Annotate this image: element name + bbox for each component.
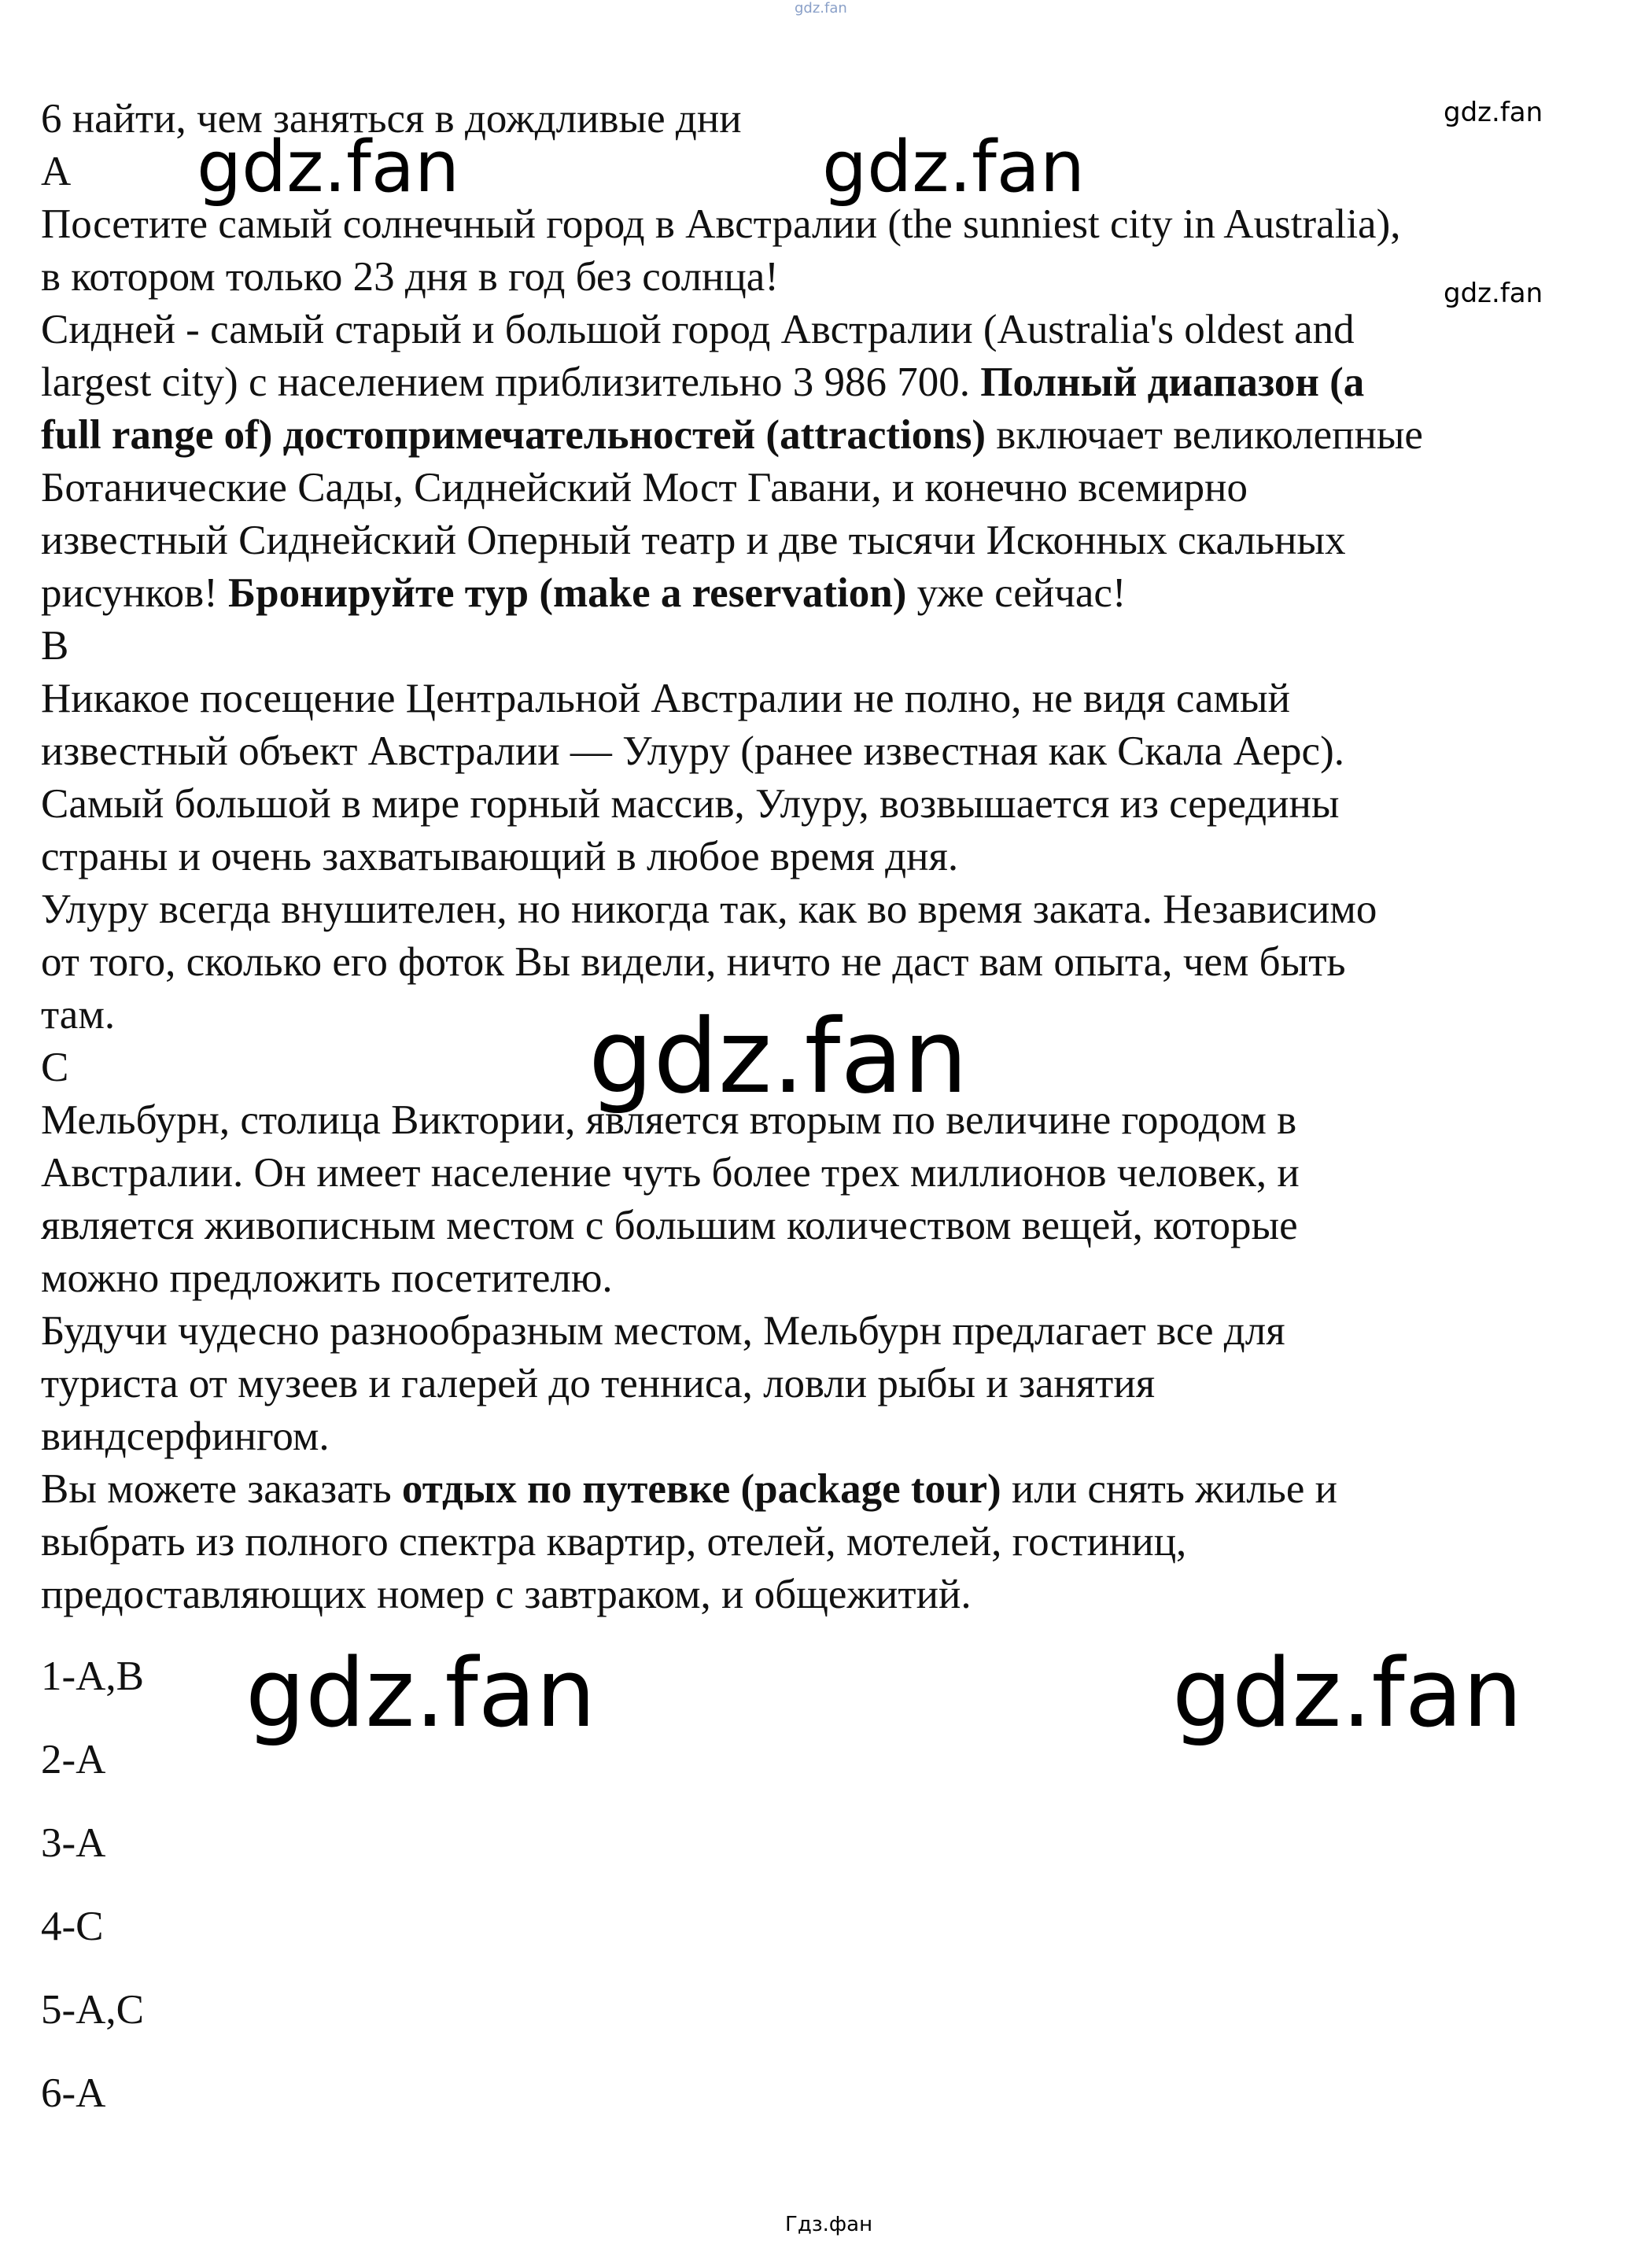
watermark-bottom-right: gdz.fan (1172, 1639, 1523, 1749)
section-a-text: рисунков! (41, 570, 218, 616)
section-c-line: предоставляющих номер с завтраком, и общежитий. (41, 1572, 972, 1617)
section-c-line: Мельбурн, столица Виктории, является вторым по величине городом в (41, 1097, 1297, 1143)
section-c-line: Будучи чудесно разнообразным местом, Мельбурн предлагает все для (41, 1308, 1285, 1354)
section-a-letter: A (41, 149, 72, 194)
answer-item: 6-A (41, 2070, 106, 2116)
section-c-line: Австралии. Он имеет население чуть более трех миллионов человек, и (41, 1150, 1300, 1196)
answer-item: 1-A,B (41, 1653, 145, 1699)
section-c-text: или снять жилье и (1011, 1466, 1337, 1512)
watermark-big-1: gdz.fan (197, 126, 459, 208)
task-heading: 6 найти, чем заняться в дождливые дни (41, 96, 742, 142)
section-c-letter: C (41, 1045, 69, 1090)
section-a-line (41, 567, 1614, 620)
section-b-line: Никакое посещение Центральной Австралии не полно, не видя самый (41, 676, 1291, 721)
section-b-line: Самый большой в мире горный массив, Улуру, возвышается из середины (41, 781, 1340, 827)
section-a-line (41, 356, 1614, 409)
section-c-line (41, 1463, 1614, 1516)
section-a-bold-term: Полный диапазон (a (980, 359, 1365, 405)
watermark-footer: Гдз.фан (785, 2213, 873, 2236)
section-c-line: виндсерфингом. (41, 1414, 330, 1459)
answer-list (41, 1650, 144, 2151)
section-b-line: от того, сколько его фоток Вы видели, ничто не даст вам опыта, чем быть (41, 939, 1346, 985)
section-c-bold-term: отдых по путевке (package tour) (401, 1466, 1001, 1512)
section-c-line: выбрать из полного спектра квартир, отелей, мотелей, гостиниц, (41, 1519, 1187, 1565)
section-b-line: там. (41, 992, 116, 1038)
section-b-line: Улуру всегда внушителен, но никогда так, как во время заката. Независимо (41, 887, 1377, 932)
section-a-text: largest city) с населением приблизительно 3 986 700. (41, 359, 970, 405)
answer-item: 3-A (41, 1820, 106, 1866)
answer-item: 5-A,C (41, 1987, 145, 2033)
section-a-bold-term: full range of) достопримечательностей (attractions) (41, 412, 986, 458)
section-a-line: в котором только 23 дня в год без солнца! (41, 254, 779, 300)
section-a-line (41, 409, 1614, 462)
section-c-line: туриста от музеев и галерей до тенниса, ловли рыбы и занятия (41, 1361, 1156, 1406)
section-c-text: Вы можете заказать (41, 1466, 392, 1512)
watermark-top-tiny: gdz.fan (795, 0, 847, 17)
watermark-center: gdz.fan (588, 997, 968, 1116)
watermark-top-right-2: gdz.fan (1444, 278, 1543, 309)
section-a-line: известный Сиднейский Оперный театр и две тысячи Исконных скальных (41, 518, 1346, 563)
section-a-bold-term: Бронируйте тур (make a reservation) (228, 570, 907, 616)
section-b-letter: B (41, 623, 69, 669)
answer-item: 2-A (41, 1737, 106, 1782)
watermark-big-2: gdz.fan (822, 126, 1085, 208)
section-a-line: Сидней - самый старый и большой город Австралии (Australia's oldest and (41, 307, 1355, 352)
section-a-text: включает великолепные (996, 412, 1423, 458)
watermark-bottom-left: gdz.fan (245, 1639, 596, 1749)
watermark-top-right-1: gdz.fan (1444, 97, 1543, 128)
section-a-line: Ботанические Сады, Сиднейский Мост Гавани, и конечно всемирно (41, 465, 1248, 511)
section-c-line: является живописным местом с большим количеством вещей, которые (41, 1203, 1298, 1248)
section-c-line: можно предложить посетителю. (41, 1255, 613, 1301)
document-body (41, 93, 1614, 1621)
answer-item: 4-C (41, 1904, 104, 1949)
section-a-line: Посетите самый солнечный город в Австралии (the sunniest city in Australia), (41, 201, 1401, 247)
section-b-line: известный объект Австралии — Улуру (ранее известная как Скала Аерс). (41, 728, 1344, 774)
section-b-line: страны и очень захватывающий в любое время дня. (41, 834, 959, 879)
section-a-text: уже сейчас! (916, 570, 1127, 616)
